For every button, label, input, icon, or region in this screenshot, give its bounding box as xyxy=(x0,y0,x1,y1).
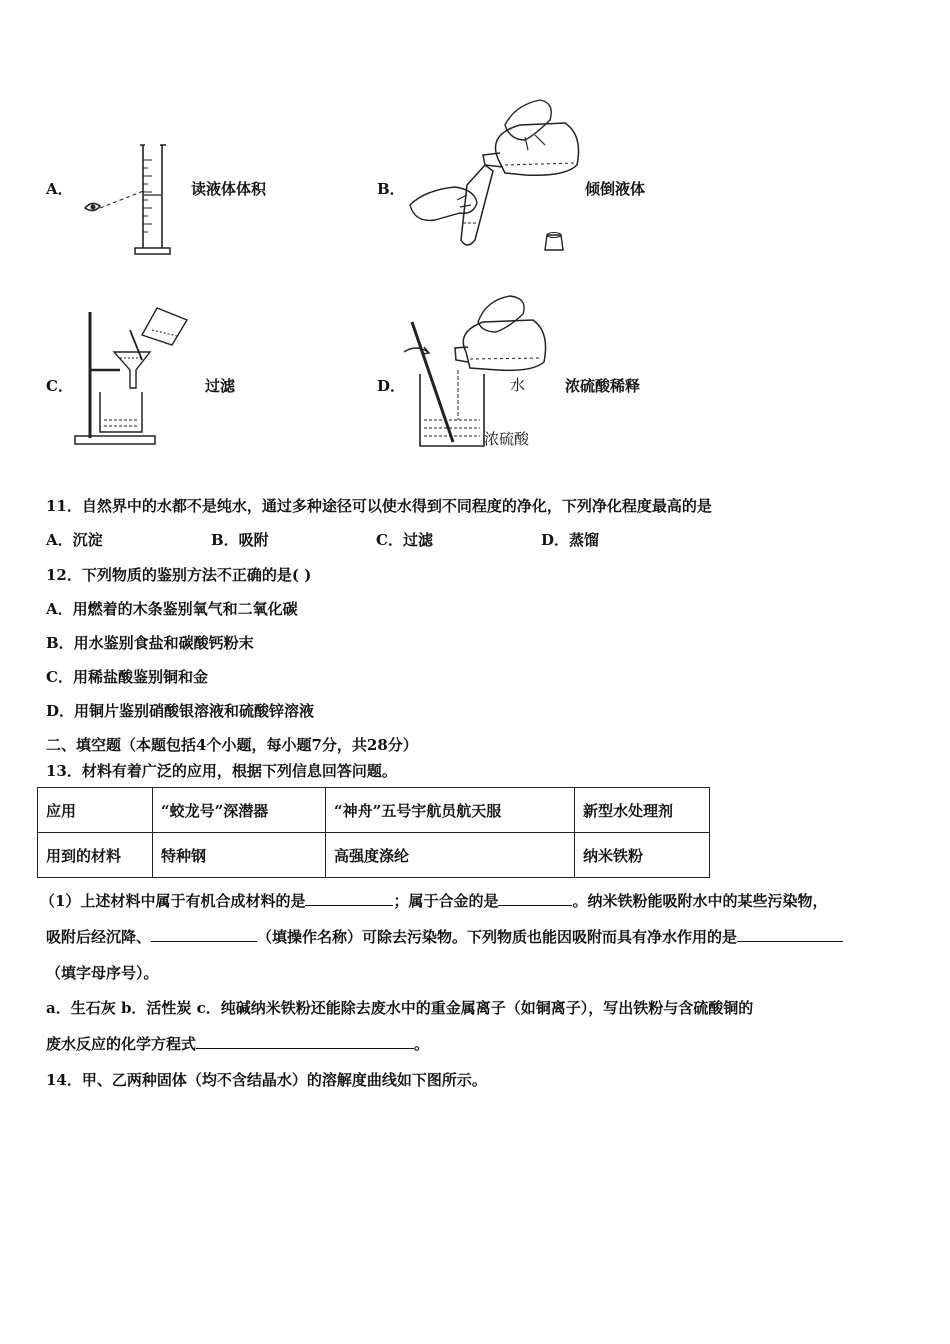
q14-stem: 14．甲、乙两种固体（均不含结晶水）的溶解度曲线如下图所示。 xyxy=(46,1071,487,1089)
q13-text: 。纳米铁粉能吸附水中的某些污染物， xyxy=(572,892,828,910)
answer-blank-organic[interactable] xyxy=(305,891,393,906)
option-a-caption: 读液体体积 xyxy=(191,180,267,198)
option-d-caption: 浓硫酸稀释 xyxy=(565,377,641,395)
q13-part1-line1 xyxy=(40,890,827,911)
concentrated-acid-label: 浓硫酸 xyxy=(484,430,530,448)
q12-option-b: B．用水鉴别食盐和碳酸钙粉末 xyxy=(46,634,254,652)
q11-option-a: A．沉淀 xyxy=(46,531,103,549)
q13-text: 。 xyxy=(414,1035,430,1053)
table-cell: 高强度涤纶 xyxy=(326,833,575,878)
graduated-cylinder-figure xyxy=(80,140,190,260)
option-a-letter: A． xyxy=(46,180,73,198)
q13-part1-line3: （填字母序号）。 xyxy=(46,964,159,982)
q11-option-c: C．过滤 xyxy=(376,531,433,549)
option-c-letter: C． xyxy=(46,377,73,395)
q11-stem: 11．自然界中的水都不是纯水，通过多种途径可以使水得到不同程度的净化，下列净化程度最高的是 xyxy=(46,497,712,515)
option-d-letter: D． xyxy=(377,377,406,395)
q13-text: 吸附后经沉降、 xyxy=(46,928,152,946)
q13-text: ；属于合金的是 xyxy=(393,892,499,910)
q12-option-c: C．用稀盐酸鉴别铜和金 xyxy=(46,668,208,686)
table-cell: “蛟龙号”深潜器 xyxy=(153,788,326,833)
materials-table xyxy=(37,787,710,878)
option-c-caption: 过滤 xyxy=(205,377,236,395)
table-cell: 应用 xyxy=(38,788,153,833)
section-heading: 二、填空题（本题包括4个小题，每小题7分，共28分） xyxy=(46,736,418,754)
table-cell: 特种钢 xyxy=(153,833,326,878)
q13-part1-line2 xyxy=(46,926,843,947)
q12-stem: 12．下列物质的鉴别方法不正确的是( ) xyxy=(46,566,312,584)
table-cell: 新型水处理剂 xyxy=(575,788,710,833)
table-cell: 用到的材料 xyxy=(38,833,153,878)
table-cell: “神舟”五号宇航员航天服 xyxy=(326,788,575,833)
option-b-caption: 倾倒液体 xyxy=(585,180,646,198)
eye-icon xyxy=(85,203,100,210)
q12-option-d: D．用铜片鉴别硝酸银溶液和硫酸锌溶液 xyxy=(46,702,315,720)
water-label: 水 xyxy=(510,376,526,394)
table-row xyxy=(38,788,710,833)
q13-text: （填操作名称）可除去污染物。下列物质也能因吸附而具有净水作用的是 xyxy=(257,928,738,946)
q12-option-a: A．用燃着的木条鉴别氧气和二氧化碳 xyxy=(46,600,298,618)
filtration-figure xyxy=(72,300,202,450)
q13-text: （1）上述材料中属于有机合成材料的是 xyxy=(40,892,306,910)
answer-blank-equation[interactable] xyxy=(196,1034,414,1049)
q11-options xyxy=(46,529,599,550)
acid-dilution-figure xyxy=(398,292,558,457)
pouring-liquid-figure xyxy=(405,95,585,260)
q13-part1-line5 xyxy=(46,1033,429,1054)
table-cell: 纳米铁粉 xyxy=(575,833,710,878)
answer-blank-operation[interactable] xyxy=(151,927,257,942)
answer-blank-adsorbent[interactable] xyxy=(737,927,843,942)
q11-option-b: B．吸附 xyxy=(211,531,269,549)
q13-text: 废水反应的化学方程式 xyxy=(46,1035,197,1053)
option-b-letter: B． xyxy=(377,180,405,198)
q13-stem: 13．材料有着广泛的应用，根据下列信息回答问题。 xyxy=(46,762,397,780)
table-row xyxy=(38,833,710,878)
answer-blank-alloy[interactable] xyxy=(498,891,572,906)
q13-part1-line4: a．生石灰 b．活性炭 c．纯碱纳米铁粉还能除去废水中的重金属离子（如铜离子），写出铁粉与含硫酸铜的 xyxy=(46,999,754,1017)
q11-option-d: D．蒸馏 xyxy=(541,531,600,549)
